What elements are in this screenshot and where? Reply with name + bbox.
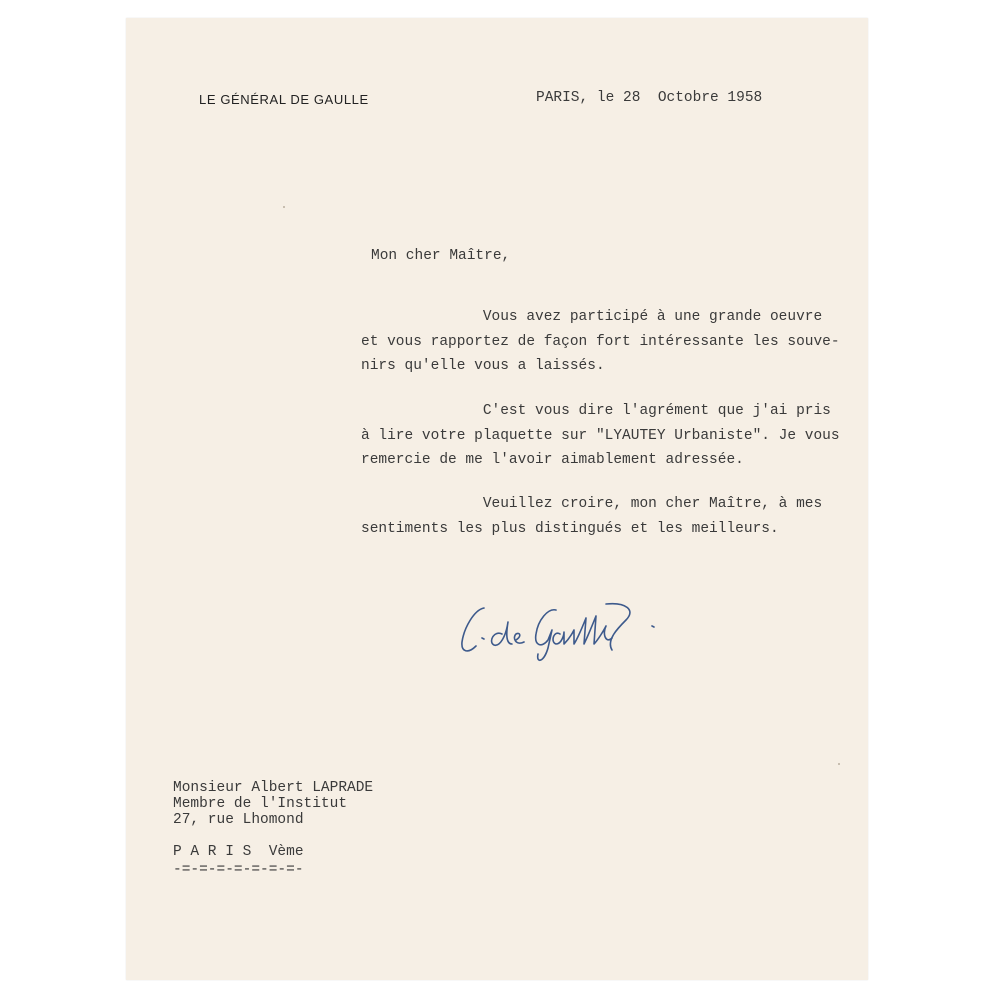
recipient-address [173, 780, 373, 828]
address-line: Monsieur Albert LAPRADE [173, 780, 374, 796]
paragraph [361, 305, 840, 379]
paragraph-line: et vous rapportez de façon fort intéressante les souve- [361, 333, 840, 350]
handwritten-signature [456, 590, 686, 670]
paragraph-line: à lire votre plaquette sur "LYAUTEY Urbaniste". Je vous [361, 427, 840, 444]
paragraph-line: Veuillez croire, mon cher Maître, à mes [361, 496, 823, 512]
paragraph [361, 492, 822, 541]
paper-speck [283, 206, 285, 208]
paragraph [361, 399, 840, 473]
paragraph-line: C'est vous dire l'agrément que j'ai pris [361, 403, 831, 419]
address-line: 27, rue Lhomond [173, 812, 304, 828]
city-underline: -=-=-=-=-=-=-=- [173, 862, 304, 878]
letterhead: LE GÉNÉRAL DE GAULLE [199, 92, 369, 107]
paragraph-line: remercie de me l'avoir aimablement adressée. [361, 452, 744, 468]
salutation: Mon cher Maître, [371, 248, 511, 264]
paragraph-line: sentiments les plus distingués et les meilleurs. [361, 520, 779, 537]
paragraph-line: nirs qu'elle vous a laissés. [361, 358, 605, 374]
paper-speck [838, 763, 840, 765]
city-line: P A R I S Vème [173, 844, 304, 860]
letter-page [126, 18, 868, 980]
recipient-city [173, 843, 304, 879]
date-line: PARIS, le 28 Octobre 1958 [536, 90, 763, 106]
paragraph-line: Vous avez participé à une grande oeuvre [361, 309, 823, 325]
address-line: Membre de l'Institut [173, 796, 348, 812]
